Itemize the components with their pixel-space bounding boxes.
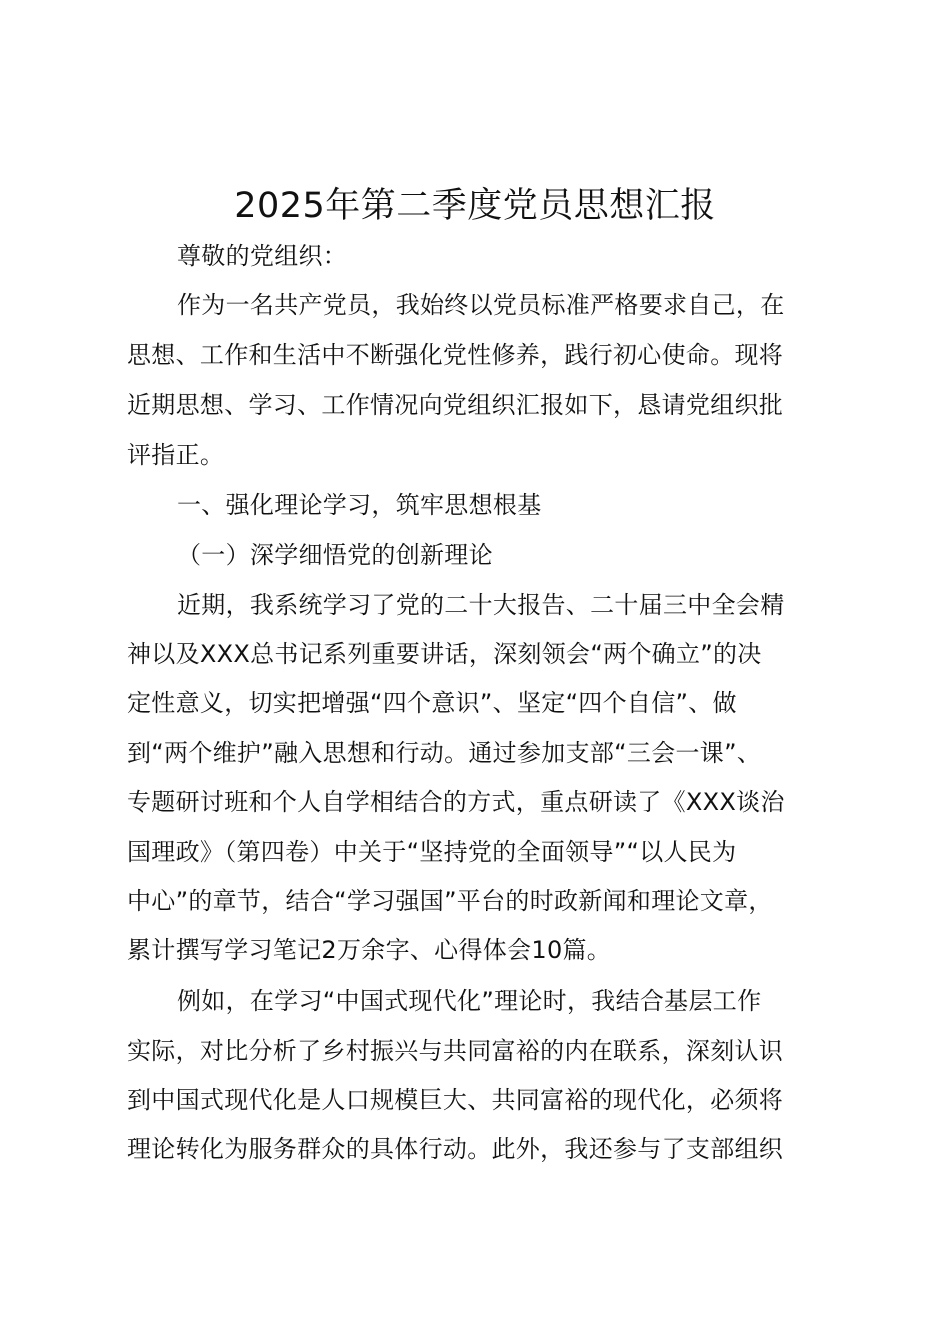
para1-line-4: 到“两个维护”融入思想和行动。通过参加支部“三会一课”、 [127, 739, 762, 767]
subsection-heading: （一）深学细悟党的创新理论 [177, 541, 493, 569]
para2-line-1: 例如，在学习“中国式现代化”理论时，我结合基层工作 [177, 987, 762, 1015]
para2-line-4: 理论转化为服务群众的具体行动。此外，我还参与了支部组织 [127, 1135, 784, 1163]
para1-line-1: 近期，我系统学习了党的二十大报告、二十届三中全会精 [177, 591, 785, 619]
para1-line-7: 中心”的章节，结合“学习强国”平台的时政新闻和理论文章， [127, 887, 773, 915]
document-title: 2025年第二季度党员思想汇报 [234, 186, 716, 226]
para2-line-2: 实际，对比分析了乡村振兴与共同富裕的内在联系，深刻认识 [127, 1037, 784, 1065]
para1-line-5: 专题研讨班和个人自学相结合的方式，重点研读了《XXX谈治 [127, 788, 785, 816]
intro-line-2: 思想、工作和生活中不断强化党性修养，践行初心使命。现将 [127, 341, 784, 369]
intro-line-4: 评指正。 [127, 441, 225, 469]
intro-line-3: 近期思想、学习、工作情况向党组织汇报如下，恳请党组织批 [127, 391, 784, 419]
para1-line-8: 累计撰写学习笔记2万余字、心得体会10篇。 [127, 936, 612, 964]
salutation: 尊敬的党组织： [177, 242, 348, 270]
para2-line-3: 到中国式现代化是人口规模巨大、共同富裕的现代化，必须将 [127, 1086, 784, 1114]
intro-line-1: 作为一名共产党员，我始终以党员标准严格要求自己，在 [177, 291, 785, 319]
para1-line-3: 定性意义，切实把增强“四个意识”、坚定“四个自信”、做 [127, 689, 737, 717]
section-heading: 一、强化理论学习，筑牢思想根基 [177, 491, 542, 519]
para1-line-2: 神以及XXX总书记系列重要讲话，深刻领会“两个确立”的决 [127, 640, 762, 668]
para1-line-6: 国理政》（第四卷）中关于“坚持党的全面领导”“以人民为 [127, 838, 737, 866]
